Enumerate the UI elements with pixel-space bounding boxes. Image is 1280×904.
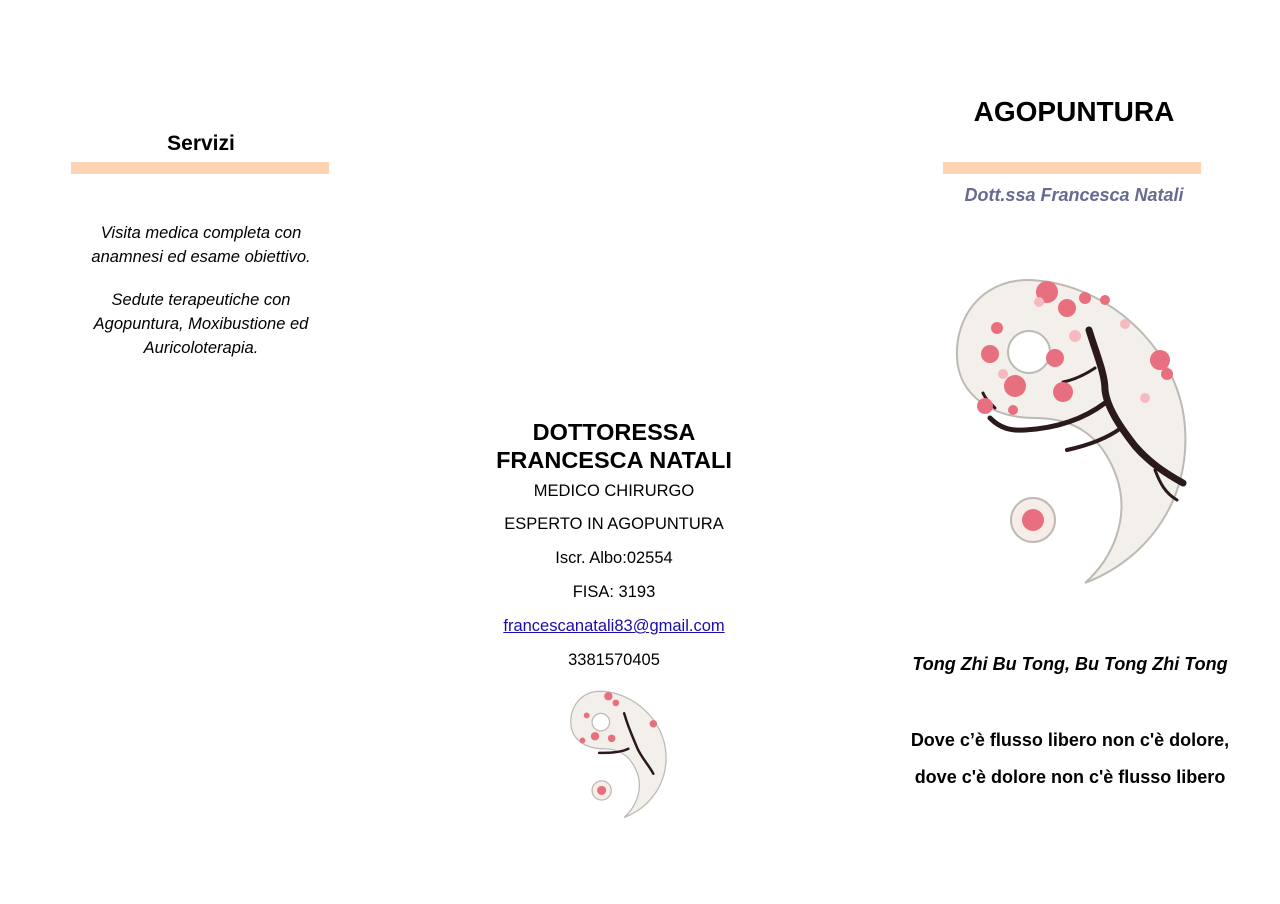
albo-registration: Iscr. Albo:02554	[555, 549, 673, 567]
service-line: Visita medica completa con	[100, 224, 302, 242]
doctor-subtitle: Dott.ssa Francesca Natali	[964, 185, 1184, 205]
yin-yang-blossom-logo-large	[955, 278, 1195, 588]
service-item-therapy	[72, 288, 330, 360]
service-line: anamnesi ed esame obiettivo.	[91, 248, 311, 266]
service-line: Agopuntura, Moxibustione ed	[93, 315, 309, 333]
services-heading: Servizi	[167, 132, 235, 155]
acupuncture-motto: Tong Zhi Bu Tong, Bu Tong Zhi Tong	[912, 654, 1228, 674]
fisa-number: FISA: 3193	[572, 583, 656, 601]
service-item-visit	[72, 221, 330, 269]
left-accent-bar	[71, 162, 329, 174]
service-line: Auricoloterapia.	[143, 339, 259, 357]
doctor-role: MEDICO CHIRURGO	[533, 482, 695, 500]
doctor-specialty: ESPERTO IN AGOPUNTURA	[504, 515, 724, 533]
service-line: Sedute terapeutiche con	[111, 291, 291, 309]
quote-line-1: Dove c’è flusso libero non c'è dolore,	[910, 730, 1230, 750]
doctor-name	[440, 418, 788, 474]
quote-line-2: dove c'è dolore non c'è flusso libero	[914, 767, 1226, 787]
right-accent-bar	[943, 162, 1201, 174]
brochure-title: AGOPUNTURA	[973, 96, 1175, 127]
doctor-name-line1: DOTTORESSA	[532, 419, 696, 445]
phone-number: 3381570405	[568, 651, 660, 669]
doctor-name-line2: FRANCESCA NATALI	[496, 447, 732, 473]
email-link[interactable]: francescanatali83@gmail.com	[503, 617, 725, 635]
yin-yang-blossom-logo-small	[570, 690, 670, 820]
